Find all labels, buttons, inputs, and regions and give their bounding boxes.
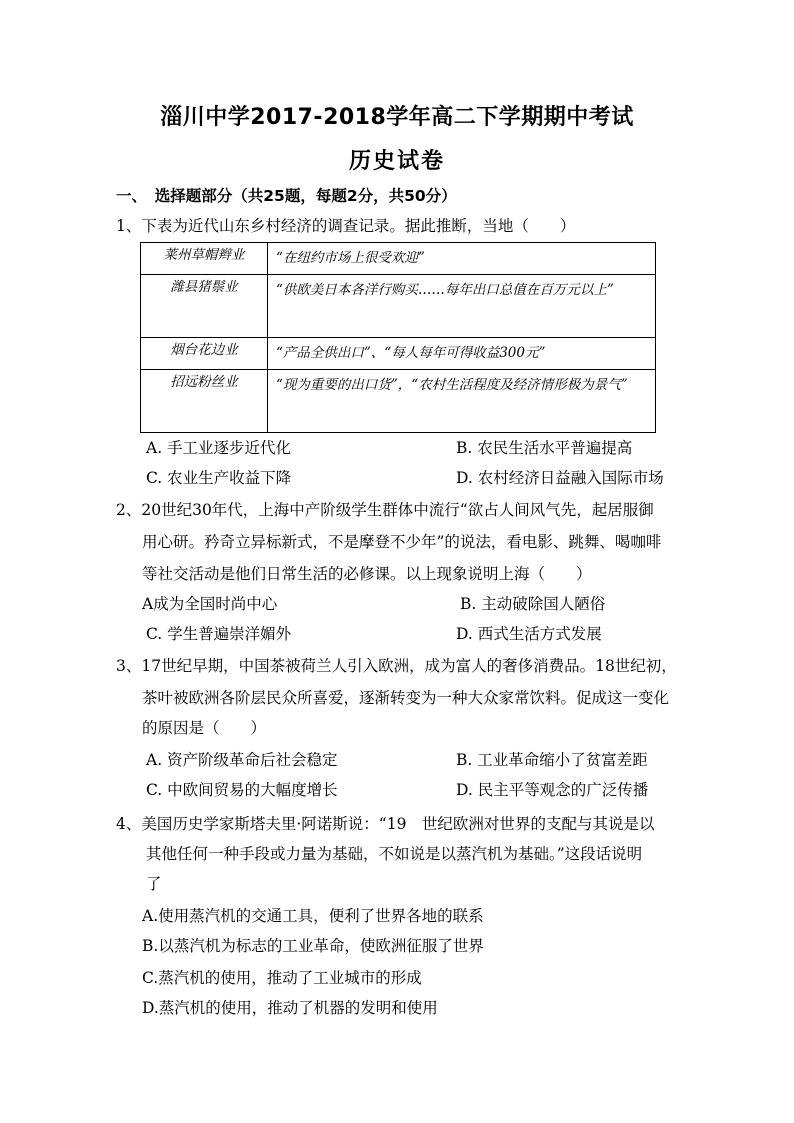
question-2-option-a: A成为全国时尚中心	[142, 595, 278, 613]
question-2-stem-line-1: 2、20世纪30年代，上海中产阶级学生群体中流行“欲占人间风气先，起居服御	[116, 501, 654, 519]
question-2-option-b: B. 主动破除国人陋俗	[460, 595, 606, 613]
question-3-option-d: D. 民主平等观念的广泛传播	[456, 781, 649, 799]
table-row	[141, 370, 656, 433]
question-3-option-b: B. 工业革命缩小了贫富差距	[456, 751, 648, 769]
question-4-option-c: C.蒸汽机的使用，推动了工业城市的形成	[142, 969, 422, 987]
question-4-stem-line-3: 了	[146, 875, 162, 893]
question-4-stem-line-1: 4、美国历史学家斯塔夫里·阿诺斯说：“19 世纪欧洲对世界的支配与其说是以	[116, 815, 655, 833]
industry-name: 莱州草帽辫业	[141, 243, 268, 275]
question-2-option-d: D. 西式生活方式发展	[456, 625, 602, 643]
survey-quote: “现为重要的出口货”，“农村生活程度及经济情形极为景气”	[268, 370, 656, 433]
question-4-option-a: A.使用蒸汽机的交通工具，便利了世界各地的联系	[142, 907, 484, 925]
survey-quote: “供欧美日本各洋行购买……每年出口总值在百万元以上”	[268, 275, 656, 338]
question-1-option-d: D. 农村经济日益融入国际市场	[456, 469, 664, 487]
industry-name: 烟台花边业	[141, 338, 268, 370]
industry-name: 潍县猪鬃业	[141, 275, 268, 338]
question-2-stem-line-3: 等社交活动是他们日常生活的必修课。以上现象说明上海（ ）	[142, 565, 592, 583]
question-3-stem-line-1: 3、17世纪早期，中国茶被荷兰人引入欧洲，成为富人的奢侈消费品。18世纪初，	[116, 657, 677, 675]
question-2-stem-line-2: 用心研。矜奇立异标新式，不是摩登不少年”的说法，看电影、跳舞、喝咖啡	[142, 533, 662, 551]
industry-name: 招远粉丝业	[141, 370, 268, 433]
question-4-option-d: D.蒸汽机的使用，推动了机器的发明和使用	[142, 999, 438, 1017]
question-4-option-b: B.以蒸汽机为标志的工业革命，使欧洲征服了世界	[142, 937, 484, 955]
question-1-option-c: C. 农业生产收益下降	[146, 469, 292, 487]
question-1-stem: 1、下表为近代山东乡村经济的调查记录。据此推断，当地（ ）	[116, 217, 576, 235]
question-2-option-c: C. 学生普遍崇洋媚外	[146, 625, 292, 643]
exam-subtitle: 历史试卷	[348, 149, 445, 174]
table-row	[141, 338, 656, 370]
question-3-option-c: C. 中欧间贸易的大幅度增长	[146, 781, 338, 799]
survey-quote: “产品全供出口”、“每人每年可得收益300元”	[268, 338, 656, 370]
table-row	[141, 243, 656, 275]
survey-table	[140, 242, 656, 433]
question-1-option-a: A. 手工业逐步近代化	[146, 439, 292, 457]
section-heading: 一、 选择题部分（共25题，每题2分，共50分）	[116, 187, 457, 205]
question-4-stem-line-2: 其他任何一种手段或力量为基础，不如说是以蒸汽机为基础。”这段话说明	[146, 845, 643, 863]
question-3-option-a: A. 资产阶级革命后社会稳定	[146, 751, 338, 769]
table-row	[141, 275, 656, 338]
survey-quote: “在纽约市场上很受欢迎”	[268, 243, 656, 275]
question-3-stem-line-2: 茶叶被欧洲各阶层民众所喜爱，逐渐转变为一种大众家常饮料。促成这一变化	[142, 689, 670, 707]
question-1-option-b: B. 农民生活水平普遍提高	[456, 439, 633, 457]
question-3-stem-line-3: 的原因是（ ）	[142, 719, 267, 737]
exam-title: 淄川中学2017-2018学年高二下学期期中考试	[160, 105, 634, 130]
